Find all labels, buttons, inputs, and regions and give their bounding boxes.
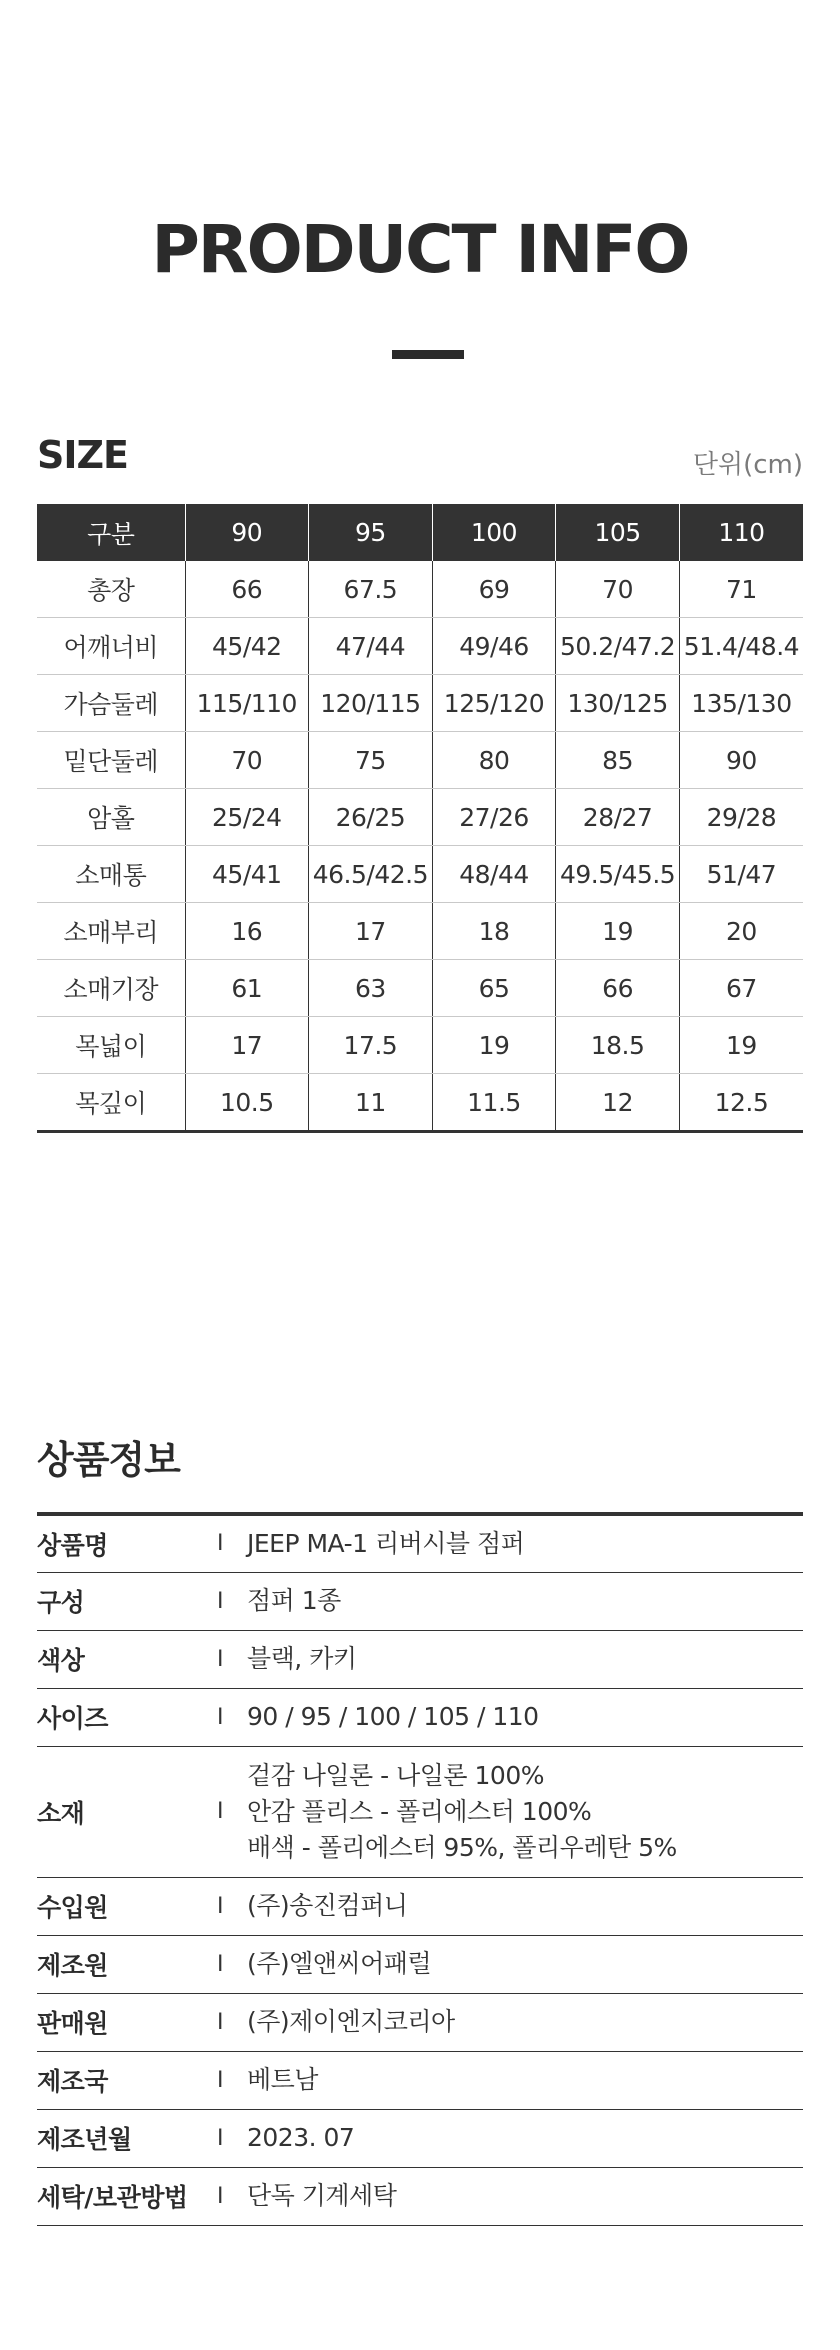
size-cell: 49.5/45.5 bbox=[556, 846, 680, 903]
info-value bbox=[247, 2051, 803, 2109]
info-value bbox=[247, 1993, 803, 2051]
info-separator: I bbox=[217, 1877, 247, 1935]
size-table-row bbox=[37, 789, 803, 846]
info-value-line: 베트남 bbox=[247, 2065, 318, 2094]
product-info-row bbox=[37, 1630, 803, 1688]
size-cell: 45/42 bbox=[185, 618, 309, 675]
info-key: 상품명 bbox=[37, 1514, 217, 1572]
info-separator: I bbox=[217, 1688, 247, 1746]
size-cell: 47/44 bbox=[309, 618, 433, 675]
size-cell: 18.5 bbox=[556, 1017, 680, 1074]
size-header-105: 105 bbox=[556, 504, 680, 561]
size-cell: 115/110 bbox=[185, 675, 309, 732]
size-header-90: 90 bbox=[185, 504, 309, 561]
info-key: 제조국 bbox=[37, 2051, 217, 2109]
info-value-line: 겉감 나일론 - 나일론 100% bbox=[247, 1760, 544, 1790]
size-cell: 65 bbox=[432, 960, 556, 1017]
product-info-row bbox=[37, 2109, 803, 2167]
info-key: 판매원 bbox=[37, 1993, 217, 2051]
size-table-row bbox=[37, 846, 803, 903]
info-value-line: 배색 - 폴리에스터 95%, 폴리우레탄 5% bbox=[247, 1832, 677, 1862]
product-info-row bbox=[37, 1993, 803, 2051]
info-value-line: 점퍼 1종 bbox=[247, 1586, 341, 1615]
product-info-row bbox=[37, 1935, 803, 1993]
size-cell: 25/24 bbox=[185, 789, 309, 846]
size-cell: 20 bbox=[679, 903, 803, 960]
product-info-row bbox=[37, 1877, 803, 1935]
size-cell: 67.5 bbox=[309, 561, 433, 618]
size-cell: 10.5 bbox=[185, 1074, 309, 1132]
info-separator: I bbox=[217, 1993, 247, 2051]
info-value-line: 2023. 07 bbox=[247, 2123, 355, 2152]
info-value bbox=[247, 1688, 803, 1746]
size-cell: 130/125 bbox=[556, 675, 680, 732]
size-cell: 19 bbox=[556, 903, 680, 960]
size-cell: 125/120 bbox=[432, 675, 556, 732]
size-table bbox=[37, 504, 803, 1133]
info-separator: I bbox=[217, 1935, 247, 1993]
size-cell: 17 bbox=[309, 903, 433, 960]
info-value bbox=[247, 1572, 803, 1630]
size-row-label: 암홀 bbox=[37, 789, 185, 846]
info-value-line: (주)송진컴퍼니 bbox=[247, 1891, 408, 1920]
info-value bbox=[247, 2109, 803, 2167]
info-value bbox=[247, 1514, 803, 1572]
size-cell: 19 bbox=[679, 1017, 803, 1074]
size-row-label: 목넓이 bbox=[37, 1017, 185, 1074]
size-cell: 70 bbox=[556, 561, 680, 618]
size-cell: 16 bbox=[185, 903, 309, 960]
size-cell: 50.2/47.2 bbox=[556, 618, 680, 675]
product-info-row bbox=[37, 1688, 803, 1746]
product-info-row bbox=[37, 1572, 803, 1630]
size-cell: 46.5/42.5 bbox=[309, 846, 433, 903]
size-cell: 28/27 bbox=[556, 789, 680, 846]
info-value-line: 안감 플리스 - 폴리에스터 100% bbox=[247, 1796, 592, 1826]
info-key: 사이즈 bbox=[37, 1688, 217, 1746]
size-table-row bbox=[37, 960, 803, 1017]
product-info-row bbox=[37, 1746, 803, 1877]
size-cell: 135/130 bbox=[679, 675, 803, 732]
size-header-label: 구분 bbox=[37, 504, 185, 561]
info-value-line: 90 / 95 / 100 / 105 / 110 bbox=[247, 1702, 539, 1731]
size-cell: 49/46 bbox=[432, 618, 556, 675]
size-cell: 11 bbox=[309, 1074, 433, 1132]
size-cell: 120/115 bbox=[309, 675, 433, 732]
size-cell: 66 bbox=[556, 960, 680, 1017]
size-cell: 63 bbox=[309, 960, 433, 1017]
size-table-row bbox=[37, 903, 803, 960]
size-row-label: 어깨너비 bbox=[37, 618, 185, 675]
size-cell: 85 bbox=[556, 732, 680, 789]
page-title: PRODUCT INFO bbox=[151, 211, 689, 288]
info-key: 제조년월 bbox=[37, 2109, 217, 2167]
info-value-line: (주)제이엔지코리아 bbox=[247, 2007, 455, 2036]
size-cell: 12 bbox=[556, 1074, 680, 1132]
size-cell: 26/25 bbox=[309, 789, 433, 846]
size-cell: 27/26 bbox=[432, 789, 556, 846]
info-key: 소재 bbox=[37, 1746, 217, 1877]
size-cell: 29/28 bbox=[679, 789, 803, 846]
size-row-label: 소매기장 bbox=[37, 960, 185, 1017]
size-cell: 75 bbox=[309, 732, 433, 789]
info-separator: I bbox=[217, 1746, 247, 1877]
size-table-row bbox=[37, 732, 803, 789]
size-cell: 66 bbox=[185, 561, 309, 618]
info-value bbox=[247, 2167, 803, 2225]
size-table-row bbox=[37, 1074, 803, 1132]
info-value bbox=[247, 1630, 803, 1688]
size-cell: 17 bbox=[185, 1017, 309, 1074]
info-key: 제조원 bbox=[37, 1935, 217, 1993]
info-value-line: JEEP MA-1 리버시블 점퍼 bbox=[247, 1528, 525, 1558]
size-table-header-row bbox=[37, 504, 803, 561]
size-cell: 61 bbox=[185, 960, 309, 1017]
size-heading: SIZE bbox=[37, 433, 129, 477]
size-cell: 80 bbox=[432, 732, 556, 789]
size-cell: 17.5 bbox=[309, 1017, 433, 1074]
size-cell: 67 bbox=[679, 960, 803, 1017]
size-cell: 69 bbox=[432, 561, 556, 618]
info-key: 색상 bbox=[37, 1630, 217, 1688]
size-cell: 51.4/48.4 bbox=[679, 618, 803, 675]
size-cell: 18 bbox=[432, 903, 556, 960]
size-table-row bbox=[37, 675, 803, 732]
size-header-110: 110 bbox=[679, 504, 803, 561]
size-row-label: 소매통 bbox=[37, 846, 185, 903]
size-unit-label: 단위(cm) bbox=[692, 450, 803, 480]
info-value-line: 단독 기계세탁 bbox=[247, 2181, 397, 2210]
size-cell: 51/47 bbox=[679, 846, 803, 903]
info-separator: I bbox=[217, 2051, 247, 2109]
info-separator: I bbox=[217, 1514, 247, 1572]
size-row-label: 총장 bbox=[37, 561, 185, 618]
info-value-line: (주)엘앤씨어패럴 bbox=[247, 1949, 432, 1978]
product-info-row bbox=[37, 1514, 803, 1572]
info-separator: I bbox=[217, 2109, 247, 2167]
info-separator: I bbox=[217, 1572, 247, 1630]
size-row-label: 밑단둘레 bbox=[37, 732, 185, 789]
info-key: 수입원 bbox=[37, 1877, 217, 1935]
title-divider bbox=[392, 350, 464, 359]
info-value bbox=[247, 1877, 803, 1935]
size-cell: 48/44 bbox=[432, 846, 556, 903]
info-separator: I bbox=[217, 1630, 247, 1688]
info-key: 세탁/보관방법 bbox=[37, 2167, 217, 2225]
product-info-heading: 상품정보 bbox=[37, 1438, 180, 1482]
size-header-100: 100 bbox=[432, 504, 556, 561]
info-value-line: 블랙, 카키 bbox=[247, 1644, 357, 1673]
size-cell: 19 bbox=[432, 1017, 556, 1074]
size-cell: 11.5 bbox=[432, 1074, 556, 1132]
info-separator: I bbox=[217, 2167, 247, 2225]
size-header-95: 95 bbox=[309, 504, 433, 561]
size-row-label: 목깊이 bbox=[37, 1074, 185, 1132]
size-cell: 70 bbox=[185, 732, 309, 789]
size-row-label: 가슴둘레 bbox=[37, 675, 185, 732]
size-table-row bbox=[37, 1017, 803, 1074]
info-value bbox=[247, 1746, 803, 1877]
size-row-label: 소매부리 bbox=[37, 903, 185, 960]
size-table-row bbox=[37, 561, 803, 618]
info-value bbox=[247, 1935, 803, 1993]
size-cell: 12.5 bbox=[679, 1074, 803, 1132]
product-info-row bbox=[37, 2167, 803, 2225]
size-cell: 45/41 bbox=[185, 846, 309, 903]
size-table-row bbox=[37, 618, 803, 675]
size-cell: 90 bbox=[679, 732, 803, 789]
info-key: 구성 bbox=[37, 1572, 217, 1630]
product-info-row bbox=[37, 2051, 803, 2109]
product-info-table bbox=[37, 1512, 803, 2226]
size-cell: 71 bbox=[679, 561, 803, 618]
